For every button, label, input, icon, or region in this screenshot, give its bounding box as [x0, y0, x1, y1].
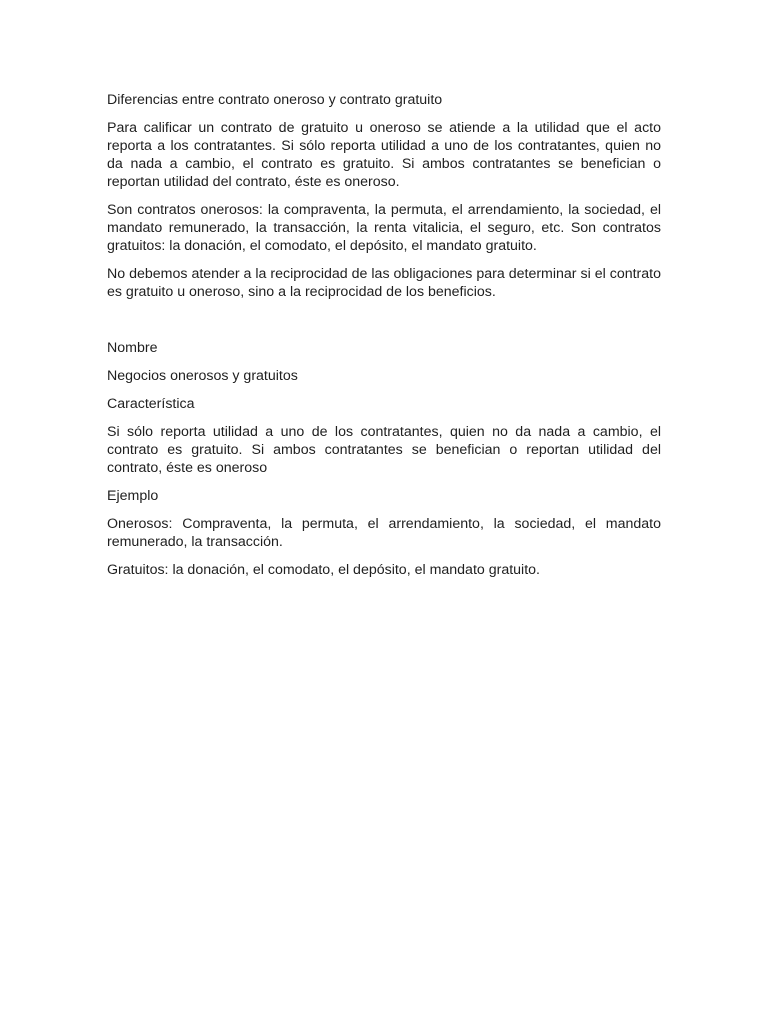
ejemplo-gratuitos: Gratuitos: la donación, el comodato, el depósito, el mandato gratuito. — [107, 562, 540, 578]
ejemplo-label: Ejemplo — [107, 488, 159, 504]
paragraph-definition: Para calificar un contrato de gratuito u oneroso se atiende a la utilidad que el acto reporta a los contratantes. Si sólo reporta utilidad a uno de los contratantes, quien no da nada a cambio, el contrato es gratuito. Si ambos contratantes se benefician o reportan utilidad del contrato, éste es oneroso. — [107, 120, 661, 190]
caracteristica-value: Si sólo reporta utilidad a uno de los contratantes, quien no da nada a cambio, el contrato es gratuito. Si ambos contratantes se benefician o reportan utilidad del contrato, éste es oneroso — [107, 424, 661, 476]
nombre-label: Nombre — [107, 340, 158, 356]
nombre-value: Negocios onerosos y gratuitos — [107, 368, 298, 384]
caracteristica-label: Característica — [107, 396, 195, 412]
document-page — [107, 91, 661, 589]
paragraph-examples: Son contratos onerosos: la compraventa, la permuta, el arrendamiento, la sociedad, el mandato remunerado, la transacción, la renta vitalicia, el seguro, etc. Son contratos gratuitos: la donación, el comodato, el depósito, el mandato gratuito. — [107, 202, 661, 254]
ejemplo-onerosos: Onerosos: Compraventa, la permuta, el arrendamiento, la sociedad, el mandato remunerado, la transacción. — [107, 516, 661, 550]
document-title: Diferencias entre contrato oneroso y contrato gratuito — [107, 92, 443, 108]
section-spacer — [107, 311, 661, 339]
paragraph-reciprocity: No debemos atender a la reciprocidad de las obligaciones para determinar si el contrato es gratuito u oneroso, sino a la reciprocidad de los beneficios. — [107, 266, 661, 300]
